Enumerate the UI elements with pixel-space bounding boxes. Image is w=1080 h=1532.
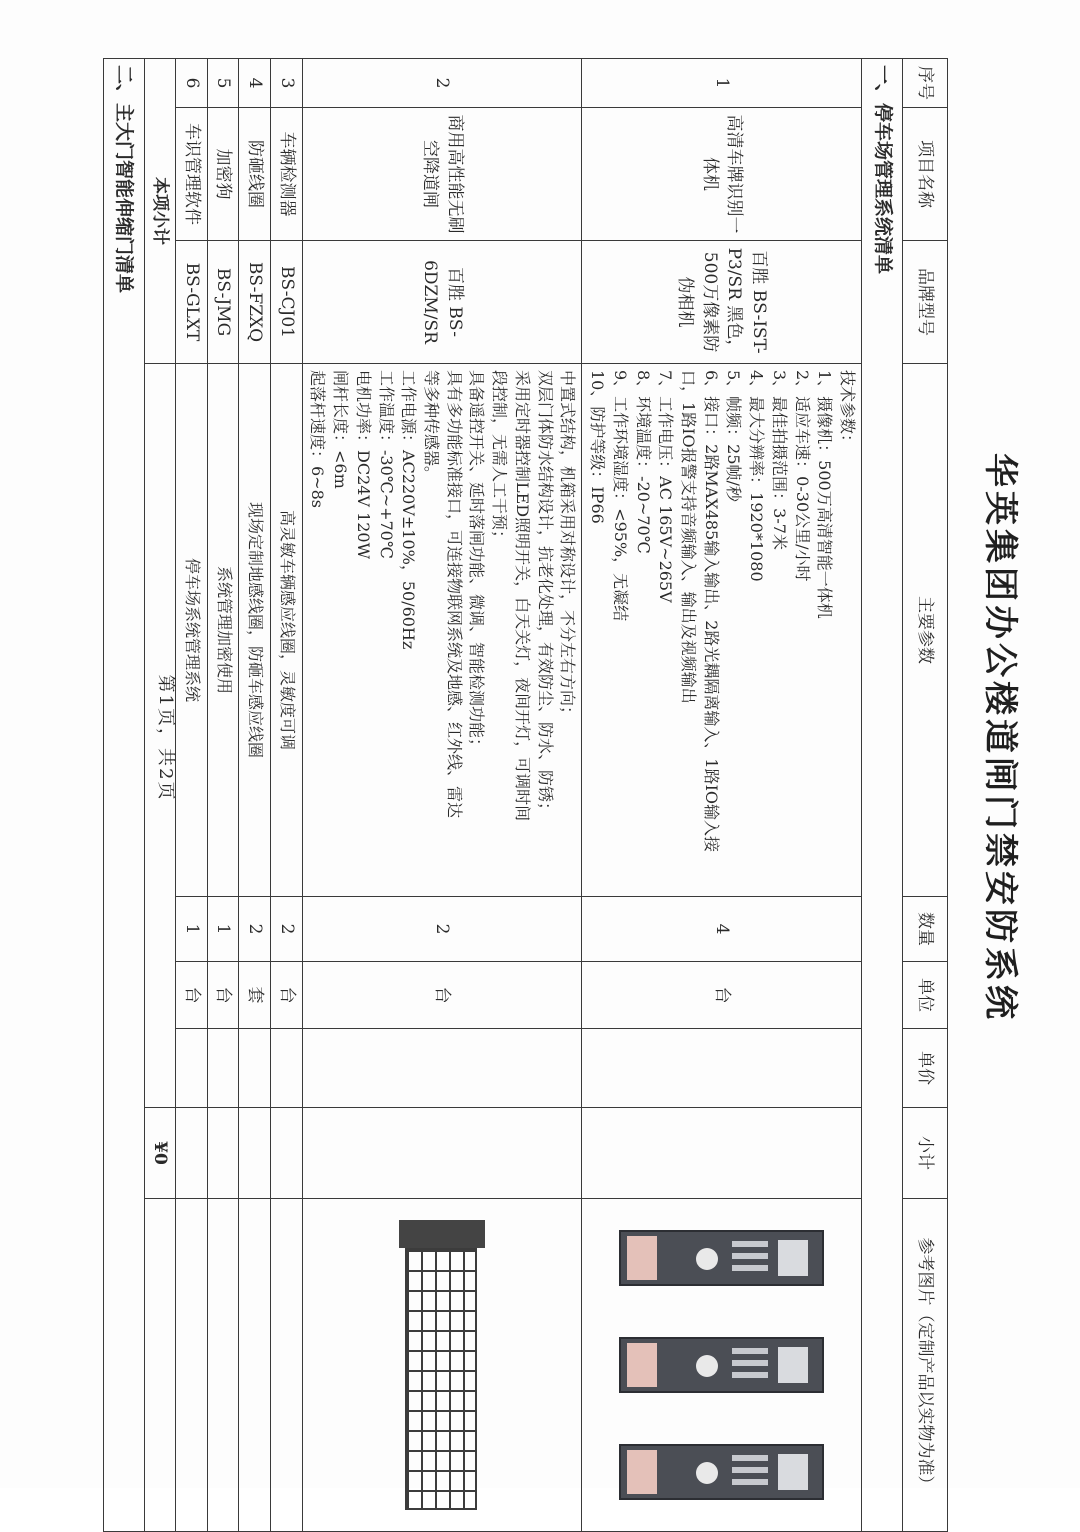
- row-name: 车识管理软件: [176, 108, 208, 241]
- row-price: [239, 1029, 271, 1108]
- section-row-2: [103, 59, 144, 1532]
- row-unit: 套: [239, 962, 271, 1029]
- equipment-list-table: [103, 58, 948, 1532]
- row-price: [271, 1029, 303, 1108]
- param-line: 起落杆速度：6~8s: [308, 370, 328, 508]
- row-name: 防砸线圈: [239, 108, 271, 241]
- row-price: [176, 1029, 208, 1108]
- param-line: 3、最佳拍摄范围：3-7米: [769, 370, 789, 550]
- param-line: 电机功率：DC24V 120W: [353, 370, 373, 560]
- row-brand: 百胜 BS-IST-P3/SR 黑色，500万像素防伪相机: [582, 241, 862, 364]
- param-line: 1、摄像机：500万高清智能一体机: [815, 370, 835, 619]
- row-ref-image: [582, 1199, 862, 1532]
- param-line: 闸杆长度：<6m: [331, 370, 351, 489]
- row-qty: 1: [176, 897, 208, 962]
- row-subtotal: [302, 1108, 582, 1199]
- row-brand: BS-FZXQ: [239, 241, 271, 364]
- param-line: 具有多功能标准接口，可连接物联网系统及地感、红外线、雷达: [444, 370, 464, 819]
- section-title: 二、主大门智能伸缩门清单: [103, 59, 144, 1532]
- param-line: 中置式结构，机箱采用对称设计，不分左右方向；: [558, 370, 578, 723]
- param-line: 高灵敏车辆感应线圈，灵敏度可调: [277, 509, 297, 750]
- row-unit: 台: [302, 962, 582, 1029]
- header-brand: 品牌型号: [903, 241, 948, 364]
- header-ref: 参考图片（定制产品以实物为准）: [903, 1199, 948, 1532]
- param-line: 4、最大分辨率：1920*1080: [747, 370, 767, 582]
- param-line: 工作温度：-30℃~+70℃: [376, 370, 396, 559]
- table-row: [176, 59, 208, 1532]
- row-name: 高清车牌识别一体机: [582, 108, 862, 241]
- row-no: 1: [582, 59, 862, 108]
- header-price: 单价: [903, 1029, 948, 1108]
- section-title: 一、停车场管理系统清单: [862, 59, 903, 1532]
- row-no: 6: [176, 59, 208, 108]
- row-price: [582, 1029, 862, 1108]
- param-line: 具备遥控开关、延时落闸功能、微调、智能检测功能；: [467, 370, 487, 755]
- row-name: 车辆检测器: [271, 108, 303, 241]
- param-line: 系统管理加密使用: [214, 565, 234, 694]
- row-no: 3: [271, 59, 303, 108]
- page-footer: 第1页，共2页: [155, 674, 176, 802]
- table-row: [271, 59, 303, 1532]
- table-row: [207, 59, 239, 1532]
- row-brand: BS-CJ01: [271, 241, 303, 364]
- row-no: 2: [302, 59, 582, 108]
- row-brand: 百胜 BS-6DZM/SR: [302, 241, 582, 364]
- param-line: 停车场系统管理系统: [182, 557, 202, 702]
- param-line: 工作电源：AC220V±10%，50/60Hz: [399, 370, 419, 650]
- row-ref-image: [207, 1199, 239, 1532]
- row-params: [207, 364, 239, 897]
- row-unit: 台: [582, 962, 862, 1029]
- param-line: 双层门体防水结构设计，抗老化处理，有效防尘、防水、防锈；: [535, 370, 555, 819]
- row-unit: 台: [271, 962, 303, 1029]
- row-name: 商用高性能无刷空降道闸: [302, 108, 582, 241]
- header-qty: 数量: [903, 897, 948, 962]
- header-subtotal: 小计: [903, 1108, 948, 1199]
- param-line: 7、工作电压：AC 165V~265V: [656, 370, 676, 603]
- row-subtotal: [582, 1108, 862, 1199]
- row-qty: 2: [239, 897, 271, 962]
- lpr-terminal-image: [619, 1444, 824, 1500]
- param-line: 9、工作环境湿度：<95%，无凝结: [610, 370, 630, 622]
- row-brand: BS-GLXT: [176, 241, 208, 364]
- row-ref-image: [271, 1199, 303, 1532]
- lpr-terminal-image: [619, 1230, 824, 1286]
- rotated-document: [113, 38, 1040, 1493]
- row-price: [207, 1029, 239, 1108]
- param-line: 2、适应车速：0-30公里/小时: [792, 370, 812, 582]
- param-line: 5、帧频：25帧/秒: [724, 370, 744, 502]
- row-unit: 台: [207, 962, 239, 1029]
- row-subtotal: [271, 1108, 303, 1199]
- param-line: 口，1路IO报警支持音频输入、输出及视频输出: [678, 370, 698, 704]
- barrier-gate-image: [397, 1220, 487, 1510]
- row-qty: 2: [302, 897, 582, 962]
- param-line: 技术参数：: [838, 370, 857, 451]
- param-line: 采用定时器控制LED照明开关，白天关灯，夜间开灯，可调时间: [512, 370, 532, 822]
- subtotal-label: 本项小计: [144, 59, 176, 364]
- row-params: [582, 364, 862, 897]
- row-subtotal: [239, 1108, 271, 1199]
- lpr-camera-images: [615, 1205, 828, 1525]
- table-row: [302, 59, 582, 1532]
- row-params: [176, 364, 208, 897]
- param-line: 段控制，无需人工干预；: [490, 370, 510, 547]
- row-brand: BS-JMG: [207, 241, 239, 364]
- row-name: 加密狗: [207, 108, 239, 241]
- table-row: [582, 59, 862, 1532]
- param-line: 10、防护等级：IP66: [588, 370, 608, 524]
- param-line: 等多种传感器。: [422, 370, 442, 483]
- row-params: [271, 364, 303, 897]
- row-qty: 1: [207, 897, 239, 962]
- param-line: 8、环境温度：-20~70℃: [633, 370, 653, 554]
- row-qty: 4: [582, 897, 862, 962]
- header-name: 项目名称: [903, 108, 948, 241]
- lpr-terminal-image: [619, 1337, 824, 1393]
- table-row: [239, 59, 271, 1532]
- row-subtotal: [207, 1108, 239, 1199]
- row-ref-image: [239, 1199, 271, 1532]
- param-line: 6、接口：2路MAX485输入输出、2路光耦隔离输入、1路IO输入接: [701, 370, 721, 853]
- row-no: 4: [239, 59, 271, 108]
- header-no: 序号: [903, 59, 948, 108]
- table-header-row: [903, 59, 948, 1532]
- row-qty: 2: [271, 897, 303, 962]
- row-ref-image: [302, 1199, 582, 1532]
- row-params: [239, 364, 271, 897]
- row-ref-image: [176, 1199, 208, 1532]
- row-price: [302, 1029, 582, 1108]
- section-row-1: [862, 59, 903, 1532]
- row-params: [302, 364, 582, 897]
- row-no: 5: [207, 59, 239, 108]
- header-params: 主要参数: [903, 364, 948, 897]
- row-subtotal: [176, 1108, 208, 1199]
- header-unit: 单位: [903, 962, 948, 1029]
- document-title: 华英集团办公楼道闸门禁安防系统: [980, 453, 1020, 1023]
- param-line: 现场定制地感线圈，防砸车感应线圈: [246, 501, 266, 758]
- row-unit: 台: [176, 962, 208, 1029]
- subtotal-value: ¥0: [144, 1108, 176, 1199]
